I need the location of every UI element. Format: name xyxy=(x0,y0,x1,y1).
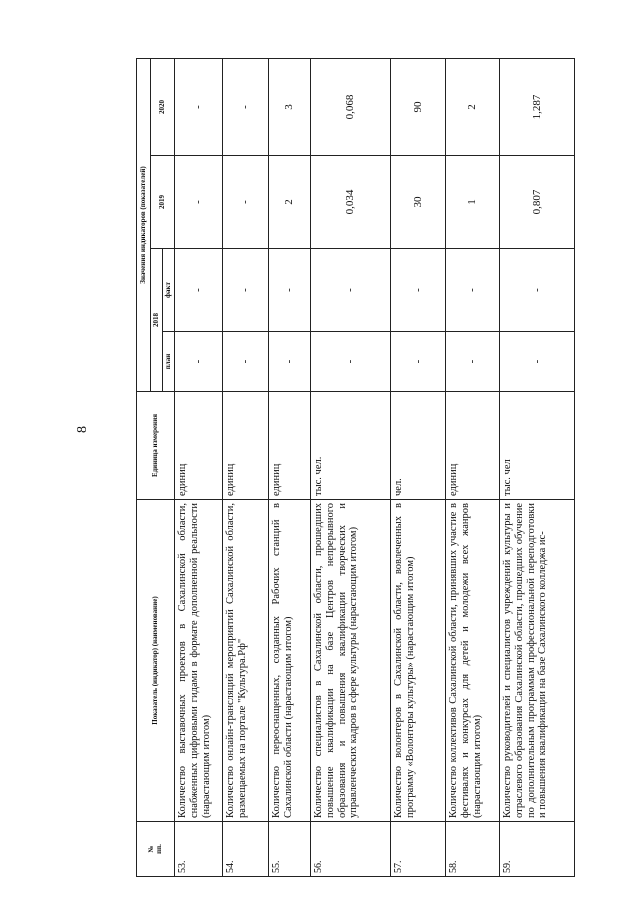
row-num: 58. xyxy=(446,822,500,877)
row-fact: - xyxy=(223,249,269,332)
row-num: 57. xyxy=(391,822,446,877)
row-num: 59. xyxy=(500,822,575,877)
row-2020: 0,068 xyxy=(311,58,391,155)
row-unit: чел. xyxy=(391,392,446,500)
row-name: Количество онлайн-трансляций мероприятий Сахалинской области, размещаемых на портале "Культура.Рф" xyxy=(223,500,269,822)
row-plan: - xyxy=(269,332,311,392)
row-name: Количество коллективов Сахалинской области, принявших участие в фестивалях и конкурсах для детей и молодежи всех жанров (нарастающим итогом) xyxy=(446,500,500,822)
row-unit: единиц xyxy=(269,392,311,500)
row-2020: 3 xyxy=(269,58,311,155)
table-row xyxy=(223,58,269,876)
row-2019: - xyxy=(175,156,223,249)
row-plan: - xyxy=(500,332,575,392)
row-2020: - xyxy=(223,58,269,155)
row-name: Количество выставочных проектов в Сахалинской области, снабженных цифровыми гидами в формате дополненной реальности (нарастающим итогом) xyxy=(175,500,223,822)
row-fact: - xyxy=(500,249,575,332)
table-row xyxy=(446,58,500,876)
header-fact: факт xyxy=(163,249,175,332)
row-2019: 0,034 xyxy=(311,156,391,249)
table-body xyxy=(175,58,575,876)
rotated-table-wrapper xyxy=(136,59,549,877)
header-num: № пп. xyxy=(137,822,175,877)
table-row xyxy=(500,58,575,876)
table-row xyxy=(391,58,446,876)
row-plan: - xyxy=(223,332,269,392)
row-fact: - xyxy=(175,249,223,332)
row-unit: единиц xyxy=(223,392,269,500)
row-plan: - xyxy=(391,332,446,392)
row-unit: единиц xyxy=(175,392,223,500)
row-2019: 2 xyxy=(269,156,311,249)
row-unit: тыс. чел. xyxy=(311,392,391,500)
row-fact: - xyxy=(269,249,311,332)
header-unit: Единица измерения xyxy=(137,392,175,500)
row-plan: - xyxy=(175,332,223,392)
row-num: 56. xyxy=(311,822,391,877)
header-2018: 2018 xyxy=(151,249,163,392)
row-fact: - xyxy=(311,249,391,332)
row-name: Количество руководителей и специалистов учреждений культуры и отраслевого образования Сахалинской области, прошедших обучение по дополнительным программам профессиональной переподготовки и повышения квалификации на базе Сахалинского колледжа ис- xyxy=(500,500,575,822)
indicators-table xyxy=(136,58,575,877)
row-unit: тыс. чел xyxy=(500,392,575,500)
header-values: Значения индикаторов (показателей) xyxy=(137,58,151,391)
row-unit: единиц xyxy=(446,392,500,500)
row-2019: 0,807 xyxy=(500,156,575,249)
header-plan: план xyxy=(163,332,175,392)
table-row xyxy=(311,58,391,876)
row-fact: - xyxy=(391,249,446,332)
row-name: Количество специалистов в Сахалинской области, прошедших повышение квалификации на базе Центров непрерывного образования и повышения квалификации творческих и управленческих кадров в сфере культуры (нарастающим итогом) xyxy=(311,500,391,822)
row-2019: 1 xyxy=(446,156,500,249)
table-row xyxy=(269,58,311,876)
header-indicator: Показатель (индикатор) (наименование) xyxy=(137,500,175,822)
row-name: Количество волонтеров в Сахалинской области, вовлеченных в программу «Волонтеры культуры» (нарастающим итогом) xyxy=(391,500,446,822)
row-2019: 30 xyxy=(391,156,446,249)
row-2019: - xyxy=(223,156,269,249)
header-2020: 2020 xyxy=(151,58,175,155)
row-plan: - xyxy=(446,332,500,392)
row-2020: 1,287 xyxy=(500,58,575,155)
row-num: 55. xyxy=(269,822,311,877)
row-num: 54. xyxy=(223,822,269,877)
header-2019: 2019 xyxy=(151,156,175,249)
row-num: 53. xyxy=(175,822,223,877)
row-2020: - xyxy=(175,58,223,155)
row-2020: 90 xyxy=(391,58,446,155)
table-row xyxy=(175,58,223,876)
row-name: Количество переоснащенных, созданных Рабочих станций в Сахалинской области (нарастающим итогом) xyxy=(269,500,311,822)
row-fact: - xyxy=(446,249,500,332)
row-plan: - xyxy=(311,332,391,392)
row-2020: 2 xyxy=(446,58,500,155)
page-number: 8 xyxy=(75,426,90,433)
